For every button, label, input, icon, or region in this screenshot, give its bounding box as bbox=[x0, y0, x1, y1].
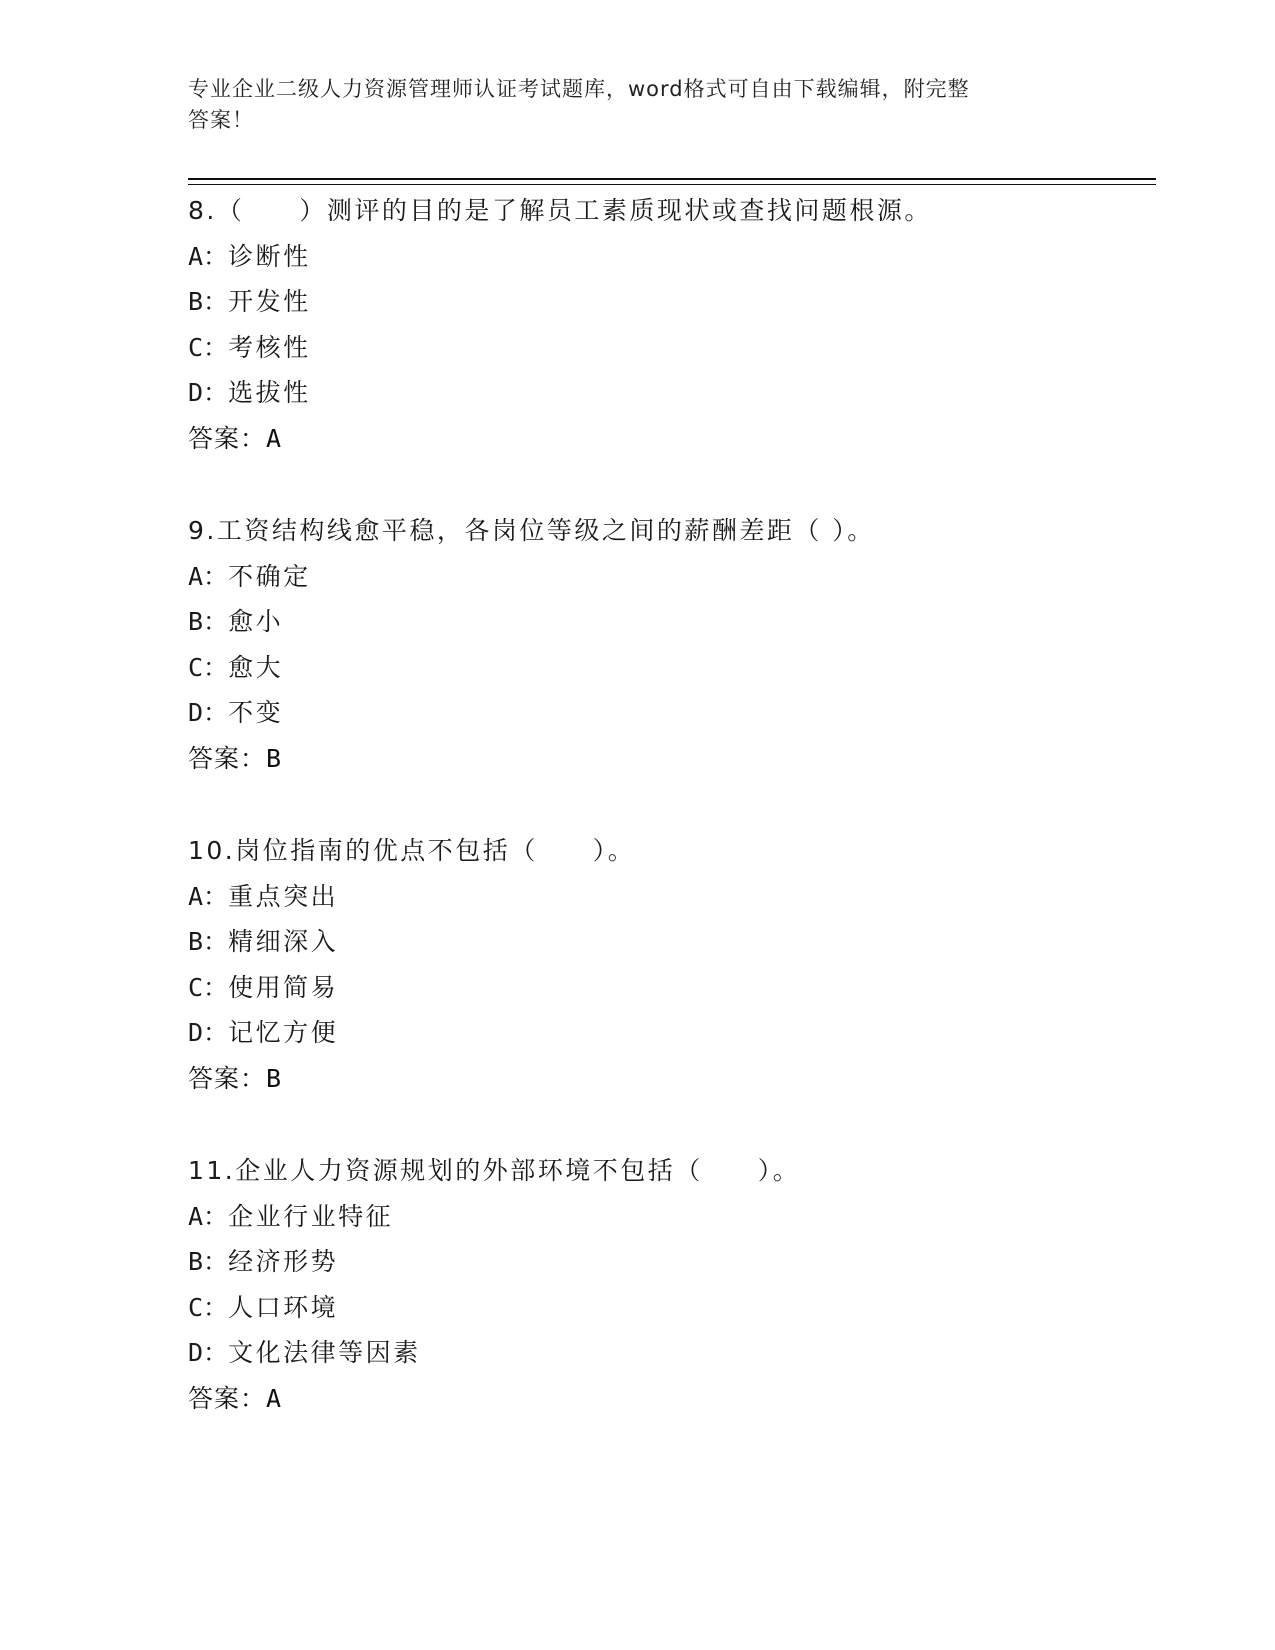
answer-label: 答案： bbox=[188, 743, 267, 773]
question-stem: 11.企业人力资源规划的外部环境不包括（ ）。 bbox=[188, 1156, 801, 1185]
question-9 bbox=[188, 508, 1148, 781]
answer-label: 答案： bbox=[188, 1383, 267, 1413]
option-text: 开发性 bbox=[228, 287, 311, 316]
option-key: B： bbox=[188, 1247, 229, 1276]
option-text: 不变 bbox=[228, 698, 284, 727]
option-key: C： bbox=[188, 972, 229, 1002]
option-text: 人口环境 bbox=[228, 1292, 339, 1322]
option-d bbox=[188, 1010, 1148, 1056]
question-stem: 10.岗位指南的优点不包括（ ）。 bbox=[188, 836, 636, 865]
answer-line bbox=[188, 736, 1148, 782]
option-key: B： bbox=[188, 287, 229, 316]
option-key: D： bbox=[188, 378, 229, 407]
question-8 bbox=[188, 188, 1148, 461]
header-line-1: 专业企业二级人力资源管理师认证考试题库，word格式可自由下载编辑，附完整 bbox=[188, 77, 970, 101]
option-text: 记忆方便 bbox=[228, 1018, 339, 1047]
option-text: 精细深入 bbox=[228, 927, 339, 956]
option-key: A： bbox=[188, 241, 229, 271]
option-key: D： bbox=[188, 698, 229, 727]
option-key: D： bbox=[188, 1338, 229, 1367]
option-key: A： bbox=[188, 1201, 229, 1231]
option-a bbox=[188, 1194, 1148, 1240]
option-a bbox=[188, 874, 1148, 920]
question-stem: 8.（ ）测评的目的是了解员工素质现状或查找问题根源。 bbox=[188, 196, 932, 225]
option-key: C： bbox=[188, 332, 229, 362]
option-text: 愈大 bbox=[228, 652, 284, 682]
option-b bbox=[188, 599, 1148, 645]
option-key: A： bbox=[188, 881, 229, 911]
option-key: B： bbox=[188, 607, 229, 636]
answer-value: B bbox=[266, 743, 283, 773]
option-key: C： bbox=[188, 652, 229, 682]
option-a bbox=[188, 234, 1148, 280]
header-divider-thin bbox=[188, 184, 1156, 185]
option-text: 重点突出 bbox=[228, 881, 339, 911]
answer-label: 答案： bbox=[188, 1063, 267, 1093]
option-key: D： bbox=[188, 1018, 229, 1047]
option-key: A： bbox=[188, 561, 229, 591]
option-key: C： bbox=[188, 1292, 229, 1322]
option-text: 使用简易 bbox=[228, 972, 339, 1002]
answer-value: A bbox=[266, 1383, 283, 1413]
answer-label: 答案： bbox=[188, 423, 267, 453]
question-11 bbox=[188, 1148, 1148, 1421]
option-d bbox=[188, 370, 1148, 416]
option-c bbox=[188, 1285, 1148, 1331]
option-d bbox=[188, 1330, 1148, 1376]
option-c bbox=[188, 965, 1148, 1011]
question-10 bbox=[188, 828, 1148, 1101]
option-text: 文化法律等因素 bbox=[228, 1338, 421, 1367]
option-b bbox=[188, 1239, 1148, 1285]
option-text: 诊断性 bbox=[228, 241, 311, 271]
option-text: 经济形势 bbox=[228, 1247, 339, 1276]
answer-line bbox=[188, 1376, 1148, 1422]
option-d bbox=[188, 690, 1148, 736]
option-c bbox=[188, 325, 1148, 371]
option-b bbox=[188, 919, 1148, 965]
document-header bbox=[188, 74, 1088, 136]
option-c bbox=[188, 645, 1148, 691]
option-text: 愈小 bbox=[228, 607, 284, 636]
option-a bbox=[188, 554, 1148, 600]
option-text: 考核性 bbox=[228, 332, 311, 362]
option-text: 企业行业特征 bbox=[228, 1201, 394, 1231]
answer-line bbox=[188, 416, 1148, 462]
answer-value: B bbox=[266, 1063, 283, 1093]
option-key: B： bbox=[188, 927, 229, 956]
answer-line bbox=[188, 1056, 1148, 1102]
header-divider-thick bbox=[188, 178, 1156, 180]
question-stem: 9.工资结构线愈平稳，各岗位等级之间的薪酬差距（ ）。 bbox=[188, 516, 875, 545]
answer-value: A bbox=[266, 423, 283, 453]
header-line-2: 答案！ bbox=[188, 108, 254, 132]
option-text: 选拔性 bbox=[228, 378, 311, 407]
option-b bbox=[188, 279, 1148, 325]
question-list bbox=[188, 188, 1148, 1468]
option-text: 不确定 bbox=[228, 561, 311, 591]
